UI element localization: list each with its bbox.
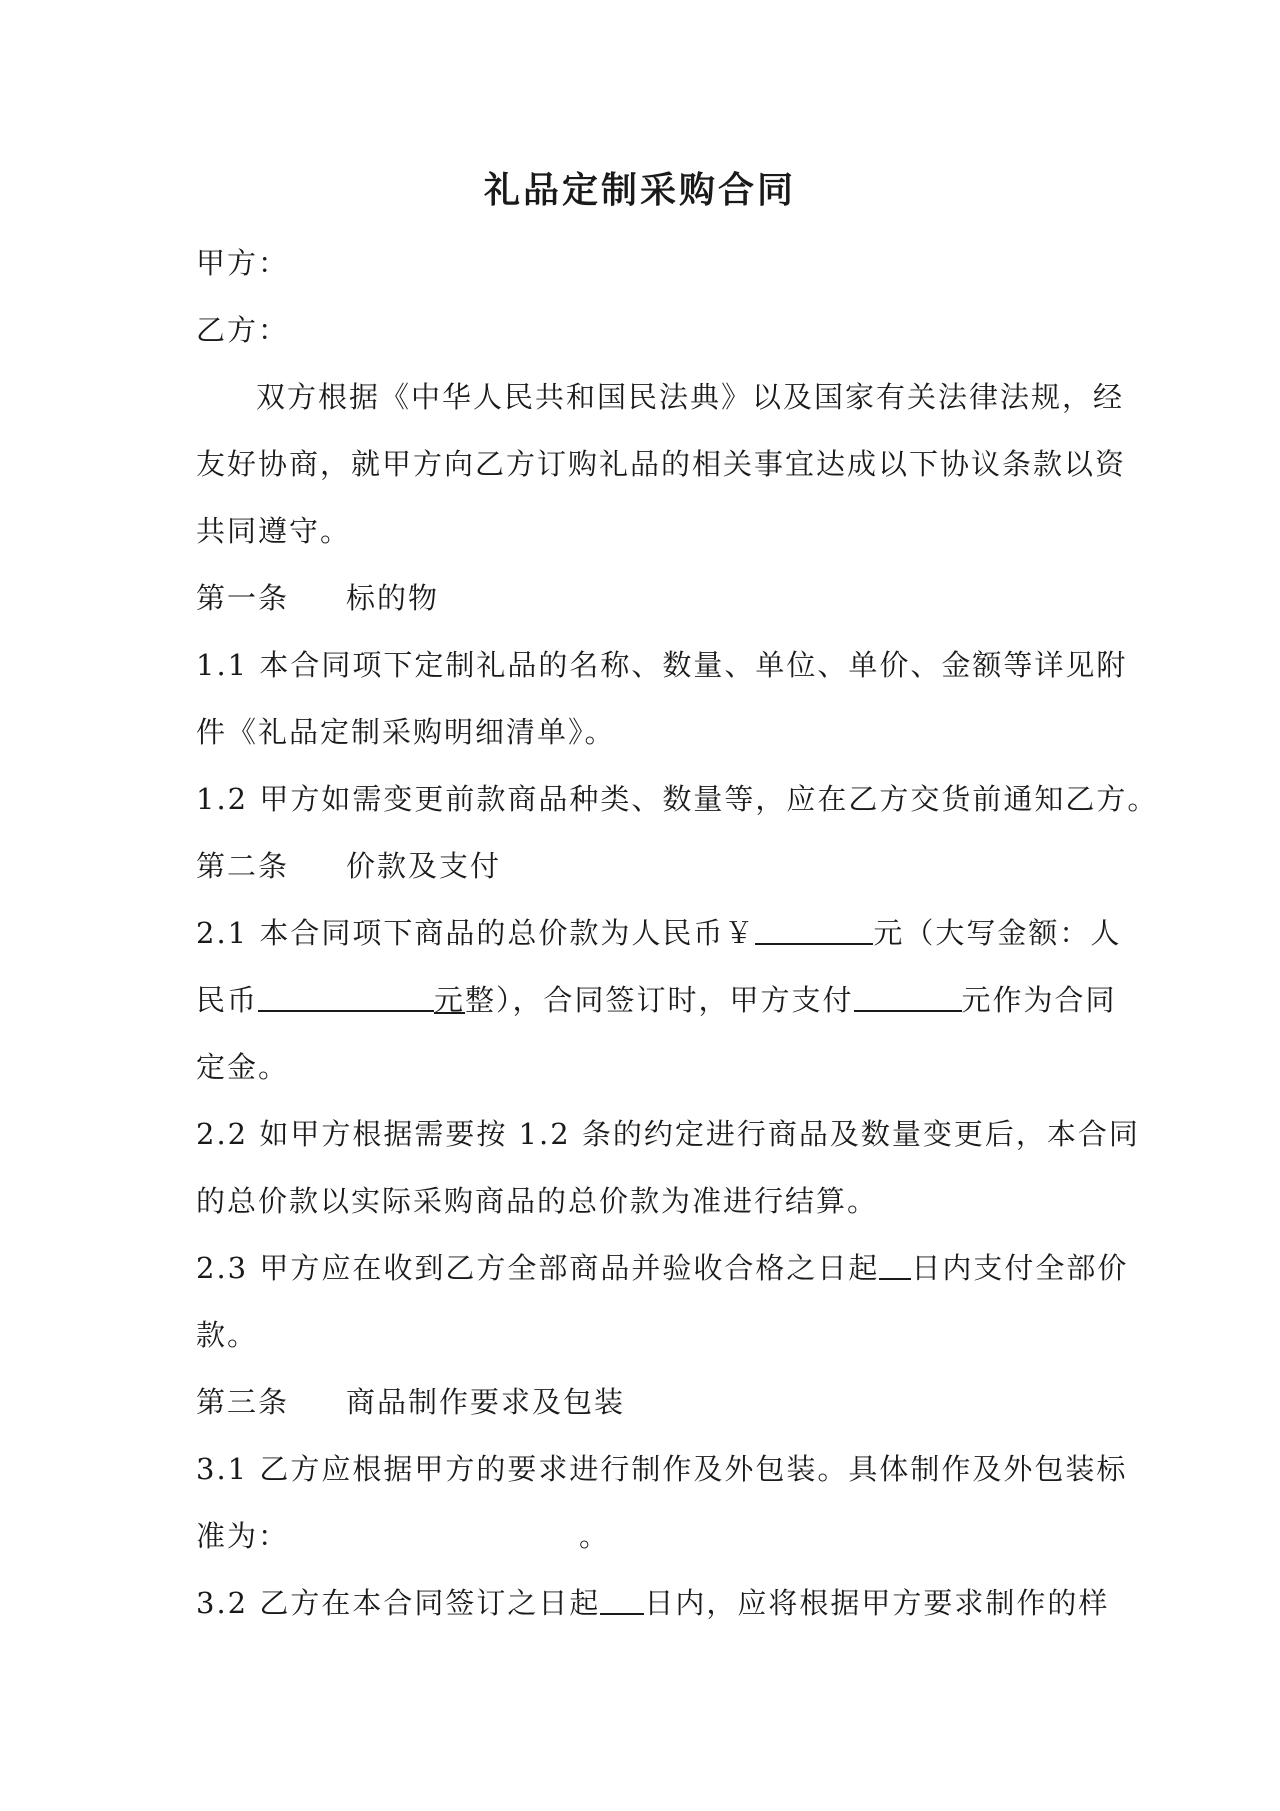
preamble-line-3: 共同遵守。 xyxy=(196,514,352,548)
clause-2-2-line-1: 2.2 如甲方根据需要按 1.2 条的约定进行商品及数量变更后，本合同 xyxy=(196,1117,1140,1151)
clause-3-2-line-1 xyxy=(196,1570,1110,1637)
clause-3-2-text-a: 3.2 乙方在本合同签订之日起 xyxy=(196,1586,601,1620)
article-3-title: 商品制作要求及包装 xyxy=(346,1385,626,1419)
clause-3-1-text-b: 。 xyxy=(579,1519,611,1553)
document-title: 礼品定制采购合同 xyxy=(483,169,796,211)
article-1-title: 标的物 xyxy=(346,581,440,615)
article-2-heading xyxy=(196,833,1090,900)
clause-2-1-text-c: 民币 xyxy=(196,983,259,1017)
clause-2-1-yuan-underlined: 元 xyxy=(434,983,466,1017)
clause-2-3-line-2: 款。 xyxy=(196,1318,259,1352)
clause-2-1-line-2 xyxy=(196,967,1117,1034)
clause-2-1-line-3: 定金。 xyxy=(196,1050,290,1084)
contract-body xyxy=(196,230,1159,1637)
article-3-number: 第三条 xyxy=(196,1385,290,1419)
article-2-title: 价款及支付 xyxy=(346,849,502,883)
clause-1-1-line-1: 1.1 本合同项下定制礼品的名称、数量、单位、单价、金额等详见附 xyxy=(196,648,1128,682)
clause-2-2-line-2: 的总价款以实际采购商品的总价款为准进行结算。 xyxy=(196,1184,879,1218)
article-2-number: 第二条 xyxy=(196,849,290,883)
preamble-line-2: 友好协商，就甲方向乙方订购礼品的相关事宜达成以下协议条款以资 xyxy=(196,447,1127,481)
preamble-line-1: 双方根据《中华人民共和国民法典》以及国家有关法律法规，经 xyxy=(256,380,1125,414)
article-3-heading xyxy=(196,1369,1090,1436)
clause-3-1-text-a: 准为： xyxy=(196,1519,290,1553)
clause-2-3-text-a: 2.3 甲方应在收到乙方全部商品并验收合格之日起 xyxy=(196,1251,880,1285)
deposit-blank[interactable] xyxy=(854,980,962,1012)
clause-3-2-text-b: 日内，应将根据甲方要求制作的样 xyxy=(644,1586,1110,1620)
party-a-label: 甲方： xyxy=(196,246,290,280)
total-price-words-blank[interactable] xyxy=(258,980,434,1012)
clause-2-1-text-d: 整），合同签订时，甲方支付 xyxy=(465,983,854,1017)
party-b-label: 乙方： xyxy=(196,313,290,347)
clause-2-1-text-e: 元作为合同 xyxy=(961,983,1117,1017)
total-price-blank[interactable] xyxy=(755,913,873,945)
clause-2-3-line-1 xyxy=(196,1235,1129,1302)
clause-3-1-line-2 xyxy=(196,1503,1090,1570)
clause-1-2: 1.2 甲方如需变更前款商品种类、数量等，应在乙方交货前通知乙方。 xyxy=(196,782,1159,816)
payment-days-blank[interactable] xyxy=(879,1248,911,1280)
sample-days-blank[interactable] xyxy=(600,1583,644,1615)
clause-2-1-text-a: 2.1 本合同项下商品的总价款为人民币￥ xyxy=(196,916,756,950)
clause-1-1-line-2: 件《礼品定制采购明细清单》。 xyxy=(196,715,616,749)
clause-2-1-text-b: 元（大写金额：人 xyxy=(873,916,1122,950)
clause-2-1-line-1 xyxy=(196,900,1122,967)
article-1-number: 第一条 xyxy=(196,581,290,615)
article-1-heading xyxy=(196,565,1090,632)
clause-2-3-text-b: 日内支付全部价 xyxy=(911,1251,1129,1285)
clause-3-1-line-1: 3.1 乙方应根据甲方的要求进行制作及外包装。具体制作及外包装标 xyxy=(196,1452,1128,1486)
